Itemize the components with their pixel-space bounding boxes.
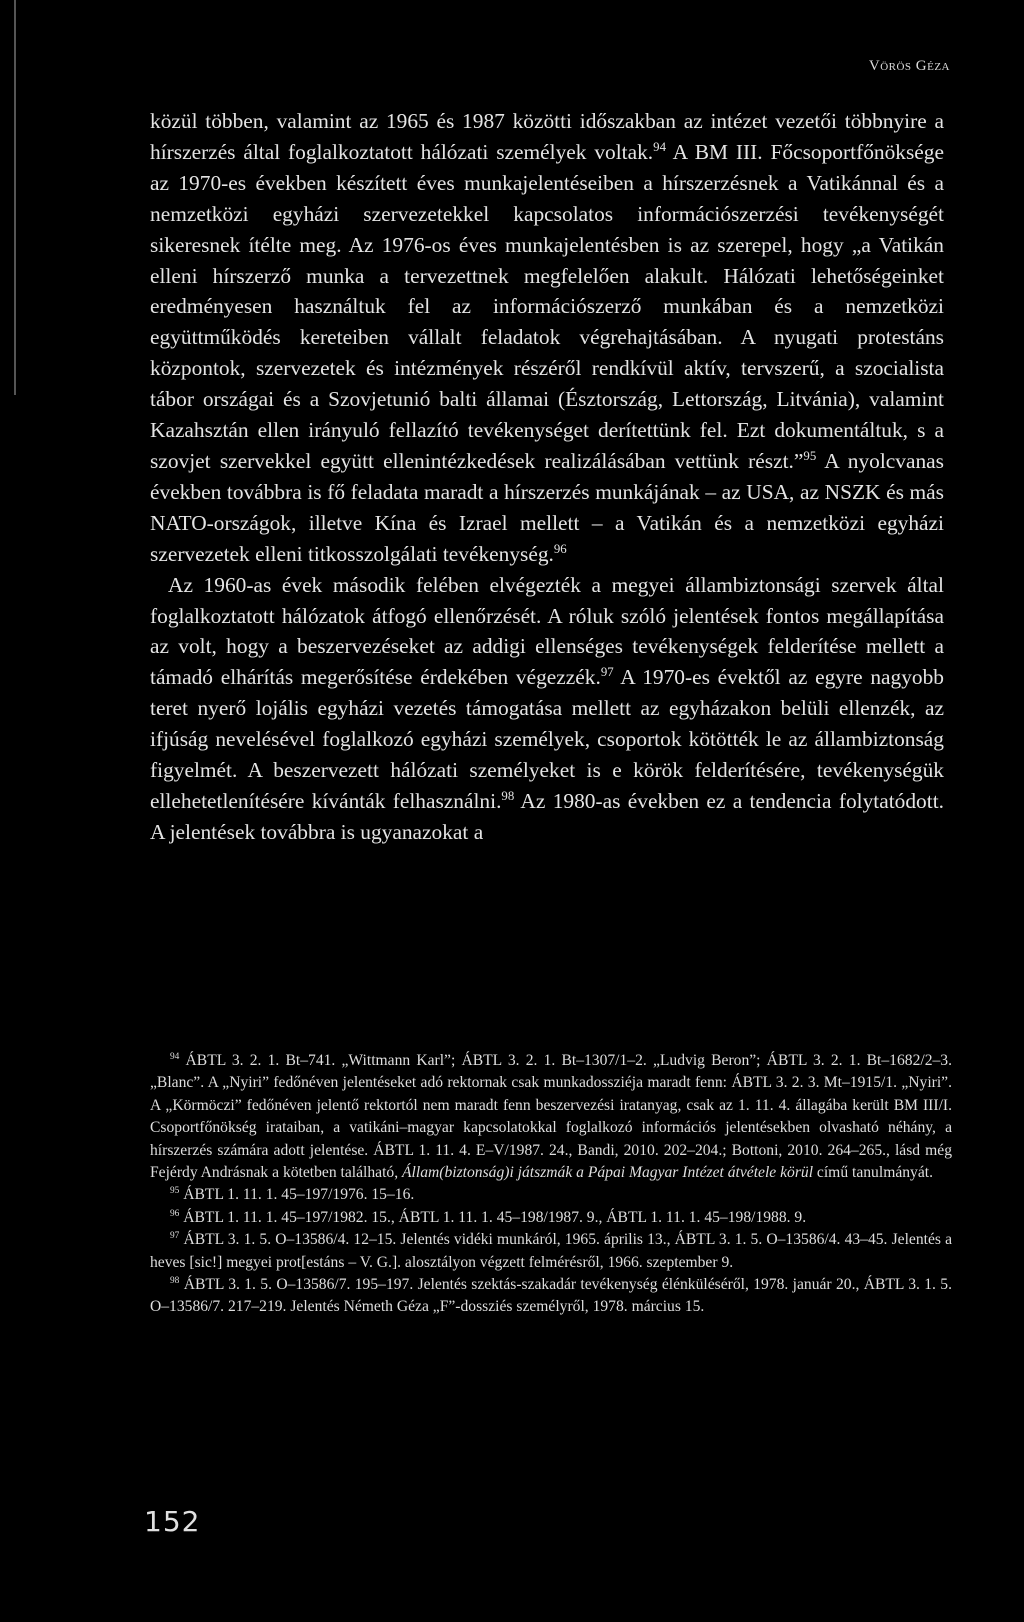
paragraph-2 xyxy=(150,570,944,848)
text-run: Az 1980-as években ez a tendencia folytatódott. A jelentések továbbra is ugyanazokat a xyxy=(150,788,944,844)
paragraph-1 xyxy=(150,106,944,570)
footnote-text: ÁBTL 3. 2. 1. Bt–741. „Wittmann Karl”; ÁBTL 3. 2. 1. Bt–1307/1–2. „Ludvig Beron”; ÁBTL 3. 2. 1. Bt–1682/2–3. „Blanc”. A „Nyiri” fedőnéven jelentéseket adó rektornak csak munkadossziéja maradt fenn: ÁBTL 3. 2. 3. Mt–1915/1. „Nyiri”. A „Körmöczi” fedőnéven jelentő rektortól nem maradt fenn beszervezési iratanyag, csak az 1. 11. 4. állagába került BM III/I. Csoportfőnökség irataiban, a vatikáni–magyar kapcsolatokkal foglalkozó információs jelentésekben olvasható néhány, a hírszerzés számára adott jelentése. ÁBTL 1. 11. 4. E–V/1987. 24., Bandi, 2010. 202–204.; Bottoni, 2010. 264–265., lásd még Fejérdy Andrásnak a kötetben található, xyxy=(150,1052,952,1182)
text-run: A BM III. Főcsoportfőnöksége az 1970-es években készített éves munkajelentéseiben a hírszerzésnek a Vatikánnal és a nemzetközi egyházi szervezetekkel kapcsolatos információszerzési tevékenységét sikeresnek ítélte meg. Az 1976-os éves munkajelentésben is az szerepel, hogy „a Vatikán elleni hírszerző munka a tervezettnek megfelelően alakult. Hálózati lehetőségeinket eredményesen használtuk fel az információszerző munkában és a nemzetközi együttműködés kereteiben vállalt feladatok végrehajtásában. A nyugati protestáns központok, szervezetek és intézmények részéről rendkívül aktív, tervszerű, a szocialista tábor országai és a Szovjetunió balti államai (Észtország, Lettország, Litvánia), valamint Kazahsztán ellen irányuló fellazító tevékenységet derítettünk fel. Ezt dokumentáltuk, s a szovjet szervekkel együtt ellenintézkedések realizálásában vettünk részt.” xyxy=(150,139,944,473)
footnote-ref-96: 96 xyxy=(553,541,567,556)
footnote-number: 98 xyxy=(170,1275,180,1286)
footnote-number: 96 xyxy=(170,1208,180,1219)
footnote-98 xyxy=(150,1274,952,1319)
text-run: Az 1960-as évek második felében elvégezték a megyei állambiztonsági szervek által foglalkoztatott hálózatok átfogó ellenőrzését. A róluk szóló jelentések fontos megállapítása az volt, hogy a beszervezéseket az addigi ellenséges tevékenységek felderítése mellett a támadó elhárítás megerősítése érdekében végezzék. xyxy=(150,572,944,690)
footnote-94 xyxy=(150,1050,952,1184)
footnote-ref-94: 94 xyxy=(653,139,666,154)
footnote-ref-98: 98 xyxy=(501,788,515,803)
footnote-ref-95: 95 xyxy=(803,448,817,463)
footnote-number: 94 xyxy=(170,1051,180,1062)
footnote-text: ÁBTL 1. 11. 1. 45–197/1976. 15–16. xyxy=(179,1186,415,1204)
footnote-95 xyxy=(150,1184,952,1206)
footnote-italic-title: Állam(biztonság)i játszmák a Pápai Magyar Intézet átvétele körül xyxy=(402,1164,814,1182)
page-edge-line xyxy=(14,0,16,395)
footnote-text: ÁBTL 3. 1. 5. O–13586/4. 12–15. Jelentés vidéki munkáról, 1965. április 13., ÁBTL 3. 1. 5. O–13586/4. 43–45. Jelentés a heves [sic!] megyei prot[estáns – V. G.]. alosztályon végzett felmérésről, 1966. szeptember 9. xyxy=(150,1231,952,1271)
footnote-ref-97: 97 xyxy=(600,665,614,680)
main-text xyxy=(150,106,944,848)
text-run: A nyolcvanas években továbbra is fő feladata maradt a hírszerzés munkájának – az USA, az NSZK és más NATO-országok, illetve Kína és Izrael mellett – a Vatikán és a nemzetközi egyházi szervezetek elleni titkosszolgálati tevékenység. xyxy=(150,448,944,566)
footnote-number: 97 xyxy=(170,1231,180,1242)
footnote-97 xyxy=(150,1229,952,1274)
footnote-text: ÁBTL 3. 1. 5. O–13586/7. 195–197. Jelentés szektás-szakadár tevékenység élénküléséről, 1978. január 20., ÁBTL 3. 1. 5. O–13586/7. 217–219. Jelentés Németh Géza „F”-dossziés személyről, 1978. március 15. xyxy=(150,1276,952,1316)
running-header: Vörös Géza xyxy=(868,58,950,74)
footnote-number: 95 xyxy=(170,1186,180,1197)
text-run: A 1970-es évektől az egyre nagyobb teret nyerő lojális egyházi vezetés támogatása mellett az egyházakon belüli ellenzék, az ifjúság nevelésével foglalkozó egyházi személyek, csoportok kötötték le az állambiztonság figyelmét. A beszervezett hálózati személyeket is e körök felderítésére, tevékenységük ellehetetlenítésére kívánták felhasználni. xyxy=(150,665,944,813)
page-number: 152 xyxy=(144,1505,201,1538)
footnotes xyxy=(150,1050,952,1319)
footnote-text: ÁBTL 1. 11. 1. 45–197/1982. 15., ÁBTL 1. 11. 1. 45–198/1987. 9., ÁBTL 1. 11. 1. 45–198/1988. 9. xyxy=(179,1208,807,1226)
text-run: közül többen, valamint az 1965 és 1987 közötti időszakban az intézet vezetői többnyire a hírszerzés által foglalkoztatott hálózati személyek voltak. xyxy=(150,109,944,164)
footnote-96 xyxy=(150,1207,952,1229)
footnote-text: című tanulmányát. xyxy=(813,1164,933,1182)
